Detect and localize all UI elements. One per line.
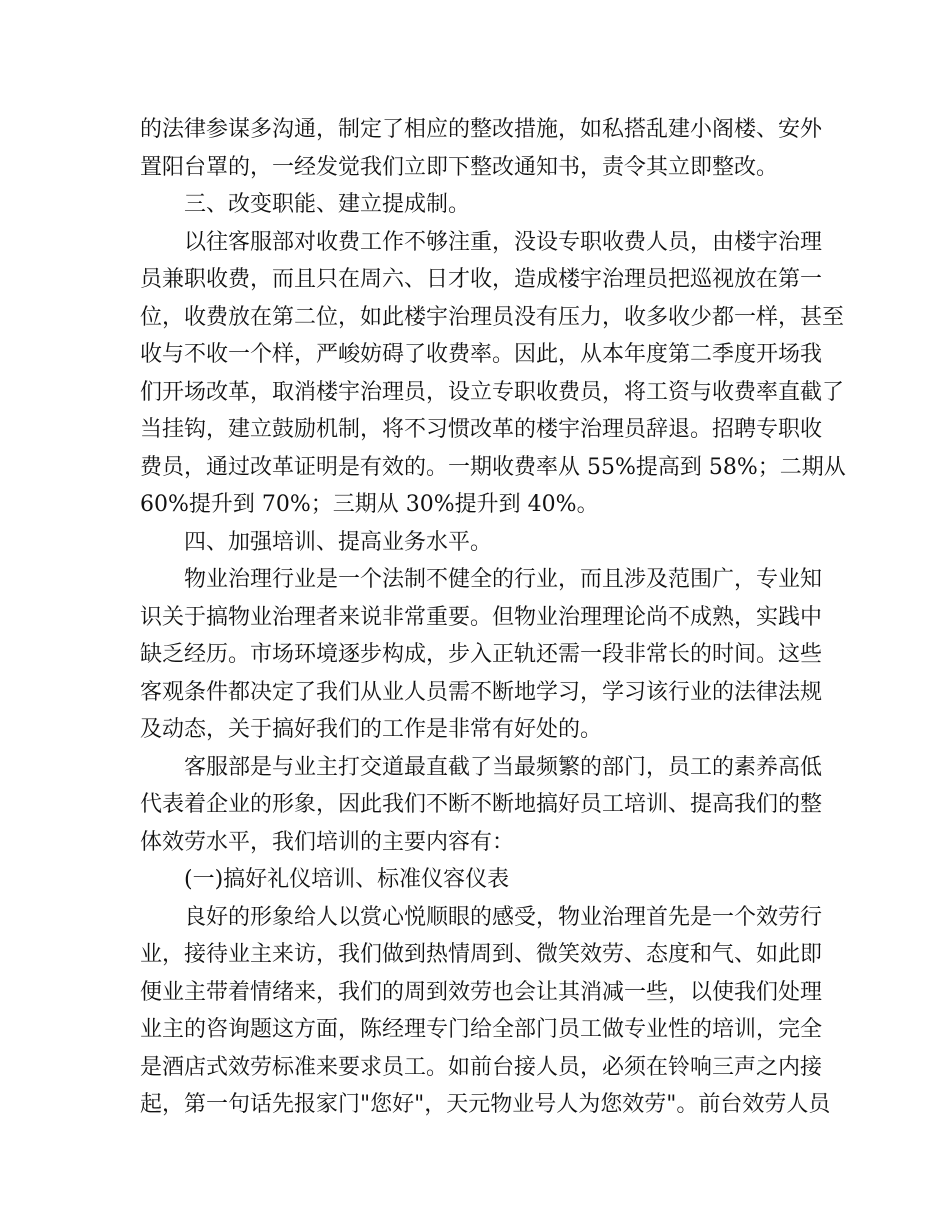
text-line: 是酒店式效劳标准来要求员工。如前台接人员，必须在铃响三声之内接 [140,1054,823,1080]
text-line: 60%提升到 70%；三期从 30%提升到 40%。 [140,492,599,517]
text-line: 物业治理行业是一个法制不健全的行业，而且涉及范围广，专业知 [184,567,823,592]
text-line: 体效劳水平，我们培训的主要内容有： [140,829,515,855]
text-line: 当挂钩，建立鼓励机制，将不习惯改革的楼宇治理员辞退。招聘专职收 [140,417,823,442]
text-line: 代表着企业的形象，因此我们不断不断地搞好员工培训、提高我们的整 [140,792,823,817]
text-line: 业主的咨询题这方面，陈经理专门给全部门员工做专业性的培训，完全 [140,1017,823,1042]
text-line: 员兼职收费，而且只在周六、日才收，造成楼宇治理员把巡视放在第一 [140,267,823,292]
subsection-heading: (一)搞好礼仪培训、标准仪容仪表 [184,867,510,892]
text-line: 们开场改革，取消楼宇治理员，设立专职收费员，将工资与收费率直截了 [140,379,845,405]
text-line: 费员，通过改革证明是有效的。一期收费率从 55%提高到 58%；二期从 [140,454,846,480]
text-line: 置阳台罩的，一经发觉我们立即下整改通知书，责令其立即整改。 [140,154,779,180]
text-line: 以往客服部对收费工作不够注重，没设专职收费人员，由楼宇治理 [184,229,823,255]
section-heading: 三、改变职能、建立提成制。 [184,192,471,217]
text-line: 客观条件都决定了我们从业人员需不断地学习，学习该行业的法律法规 [140,679,823,705]
text-line: 识关于搞物业治理者来说非常重要。但物业治理理论尚不成熟，实践中 [140,604,823,630]
text-line: 收与不收一个样，严峻妨碍了收费率。因此，从本年度第二季度开场我 [140,342,823,367]
document-body [140,111,846,1124]
text-line: 良好的形象给人以赏心悦顺眼的感受，物业治理首先是一个效劳行 [184,904,823,930]
section-heading: 四、加强培训、提高业务水平。 [184,529,493,555]
text-line: 的法律参谋多沟通，制定了相应的整改措施，如私搭乱建小阁楼、安外 [140,117,823,142]
text-line: 业，接待业主来访，我们做到热情周到、微笑效劳、态度和气、如此即 [140,942,823,967]
text-line: 起，第一句话先报家门"您好"，天元物业号人为您效劳"。前台效劳人员 [140,1092,831,1117]
text-line: 及动态，关于搞好我们的工作是非常有好处的。 [140,717,603,742]
text-line: 客服部是与业主打交道最直截了当最频繁的部门，员工的素养高低 [184,754,823,780]
text-line: 缺乏经历。市场环境逐步构成，步入正轨还需一段非常长的时间。这些 [140,642,823,667]
text-line: 位，收费放在第二位，如此楼宇治理员没有压力，收多收少都一样，甚至 [140,304,845,330]
text-line: 便业主带着情绪来，我们的周到效劳也会让其消减一些，以使我们处理 [140,979,823,1005]
